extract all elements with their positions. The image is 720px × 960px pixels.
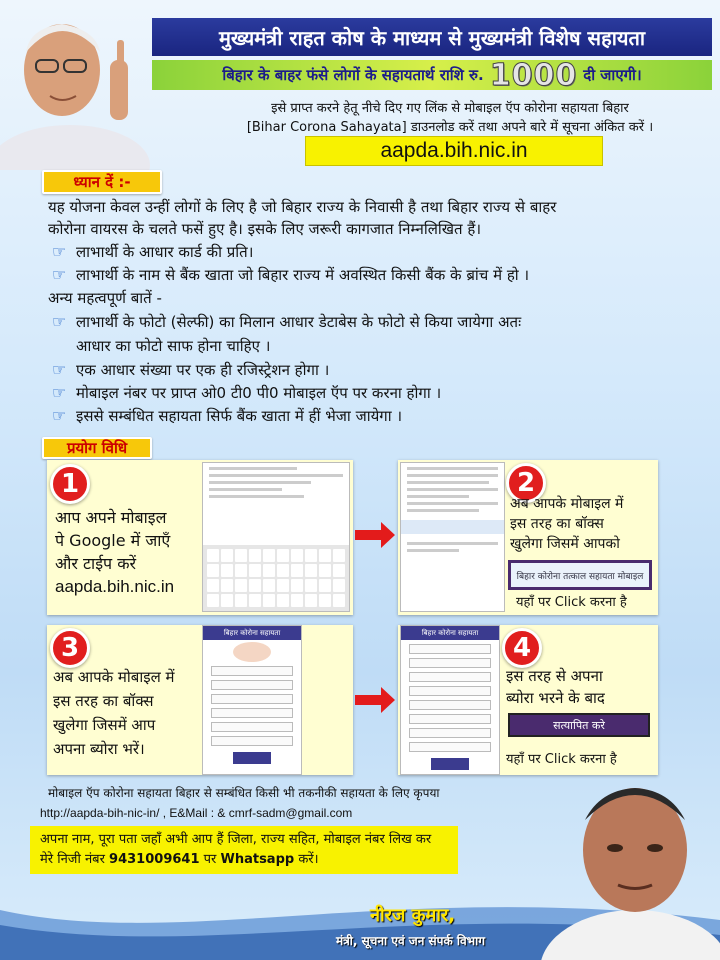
attention-body <box>48 197 698 426</box>
phone-screenshot <box>400 462 505 612</box>
step-line: इस तरह का बॉक्स <box>53 692 154 710</box>
step-number: 1 <box>50 464 90 504</box>
phone-title: बिहार कोरोना सहायता <box>203 626 301 640</box>
pointing-hand-icon: ☞ <box>51 242 67 261</box>
list-item-text: लाभार्थी के आधार कार्ड की प्रति। <box>76 243 254 261</box>
phone-screenshot <box>202 462 350 612</box>
chief-minister-photo <box>0 0 170 170</box>
method-label: प्रयोग विधि <box>42 437 152 459</box>
click-here-text: यहाँ पर Click करना है <box>506 752 617 767</box>
step-line: और टाईप करें <box>55 554 137 573</box>
phone-number[interactable]: 9431009641 <box>109 852 200 867</box>
keyboard-image <box>203 545 349 611</box>
list-item <box>48 360 698 380</box>
pointing-hand-icon: ☞ <box>51 265 67 284</box>
list-item-continuation: आधार का फोटो साफ होना चाहिए । <box>76 337 271 355</box>
whatsapp-text: Whatsapp <box>220 852 295 867</box>
website-url[interactable]: aapda.bih.nic.in <box>305 136 603 166</box>
intro-line-2: कोरोना वायरस के चलते फसें हुए है। इसके लिए जरूरी कागजात निम्नलिखित हैं। <box>48 220 482 238</box>
step-line: आप अपने मोबाइल <box>55 508 167 527</box>
list-item <box>48 383 698 403</box>
phone-screenshot <box>400 625 500 775</box>
arrow-right-icon <box>355 520 397 550</box>
minister-designation: मंत्री, सूचना एवं जन संपर्क विभाग <box>336 934 485 948</box>
list-item-text: लाभार्थी के फोटो (सेल्फी) का मिलान आधार डेटाबेस के फोटो से किया जायेगा अतः <box>76 313 522 331</box>
info-line-2: [Bihar Corona Sahayata] डाउनलोड करें तथा अपने बारे में सूचना अंकित करें । <box>246 120 654 135</box>
instruction-line <box>40 850 448 870</box>
instruction-text: मेरे निजी नंबर <box>40 852 110 867</box>
step-number: 4 <box>502 628 542 668</box>
phone-screenshot <box>202 625 302 775</box>
phone-title: बिहार कोरोना सहायता <box>401 626 499 640</box>
amount-value: 1000 <box>489 57 578 93</box>
arrow-right-icon <box>355 685 397 715</box>
intro-line-1: यह योजना केवल उन्हीं लोगों के लिए है जो बिहार राज्य के निवासी है तथा बिहार राज्य से बाहर <box>48 198 557 216</box>
list-item <box>48 265 698 285</box>
step-2-card <box>398 460 658 615</box>
step-1-card <box>47 460 353 615</box>
step-line: खुलेगा जिसमें आपको <box>510 536 620 552</box>
minister-name: नीरज कुमार, <box>370 905 456 926</box>
pointing-hand-icon: ☞ <box>51 312 67 331</box>
list-item-text: इससे सम्बंधित सहायता सिर्फ बैंक खाता में हीं भेजा जायेगा । <box>76 407 403 425</box>
list-item-text: मोबाइल नंबर पर प्राप्त ओ0 टी0 पी0 मोबाइल ऍप पर करना होगा । <box>76 384 442 402</box>
step-3-text <box>53 665 175 761</box>
other-heading: अन्य महत्वपूर्ण बातें - <box>48 289 162 307</box>
page-title: मुख्यमंत्री राहत कोष के माध्यम से मुख्यमंत्री विशेष सहायता <box>152 18 712 56</box>
pointing-hand-icon: ☞ <box>51 383 67 402</box>
step-4-text <box>506 665 605 709</box>
list-item <box>48 242 698 262</box>
instruction-line: अपना नाम, पूरा पता जहाँ अभी आप हैं जिला, राज्य सहित, मोबाइल नंबर लिख कर <box>40 832 432 847</box>
subtitle-banner <box>152 57 712 93</box>
step-1-text <box>55 506 174 598</box>
app-link-button[interactable]: बिहार कोरोना तत्काल सहायता मोबाइल <box>508 560 652 590</box>
step-line: इस तरह का बॉक्स <box>510 516 604 532</box>
verify-button[interactable]: सत्यापित करे <box>508 713 650 737</box>
click-here-text: यहाँ पर Click करना है <box>516 595 627 610</box>
step-line: ब्योरा भरने के बाद <box>506 689 605 707</box>
step-line: अपना ब्योरा भरें। <box>53 740 145 758</box>
minister-photo <box>540 770 720 960</box>
step-3-card <box>47 625 353 775</box>
step-number: 2 <box>506 463 546 503</box>
instruction-text: पर <box>199 852 221 867</box>
pointing-hand-icon: ☞ <box>51 406 67 425</box>
step-line: इस तरह से अपना <box>506 667 603 685</box>
support-text: मोबाइल ऍप कोरोना सहायता बिहार से सम्बंधित किसी भी तकनीकी सहायता के लिए कृपया <box>48 786 440 800</box>
step-line: अब आपके मोबाइल में <box>53 668 175 686</box>
support-contacts[interactable]: http://aapda-bih-nic-in/ , E&Mail : & cmrf-sadm@gmail.com <box>40 806 353 820</box>
info-line-1: इसे प्राप्त करने हेतू नीचे दिए गए लिंक से मोबाइल ऍप कोरोना सहायता बिहार <box>271 101 629 116</box>
subtitle-text: बिहार के बाहर फंसे लोगों के सहायतार्थ राशि रु. <box>222 66 484 84</box>
step-line: खुलेगा जिसमें आप <box>53 716 156 734</box>
step-number: 3 <box>50 628 90 668</box>
step-line: पे Google में जाएँ <box>55 531 171 550</box>
step-url: aapda.bih.nic.in <box>55 577 175 596</box>
whatsapp-instruction-box <box>30 826 458 874</box>
step-4-card <box>398 625 658 775</box>
list-item <box>48 406 698 426</box>
subtitle-end: दी जाएगी। <box>583 66 642 84</box>
step-2-text <box>510 494 623 554</box>
attention-label: ध्यान दें :- <box>42 170 162 194</box>
list-item-text: लाभार्थी के नाम से बैंक खाता जो बिहार राज्य में अवस्थित किसी बैंक के ब्रांच में हो । <box>76 266 530 284</box>
list-item <box>48 312 698 332</box>
step-line: अब आपके मोबाइल में <box>510 496 624 512</box>
pointing-hand-icon: ☞ <box>51 360 67 379</box>
instruction-text: करें। <box>294 852 319 867</box>
list-item-text: एक आधार संख्या पर एक ही रजिस्ट्रेशन होगा । <box>76 361 330 379</box>
